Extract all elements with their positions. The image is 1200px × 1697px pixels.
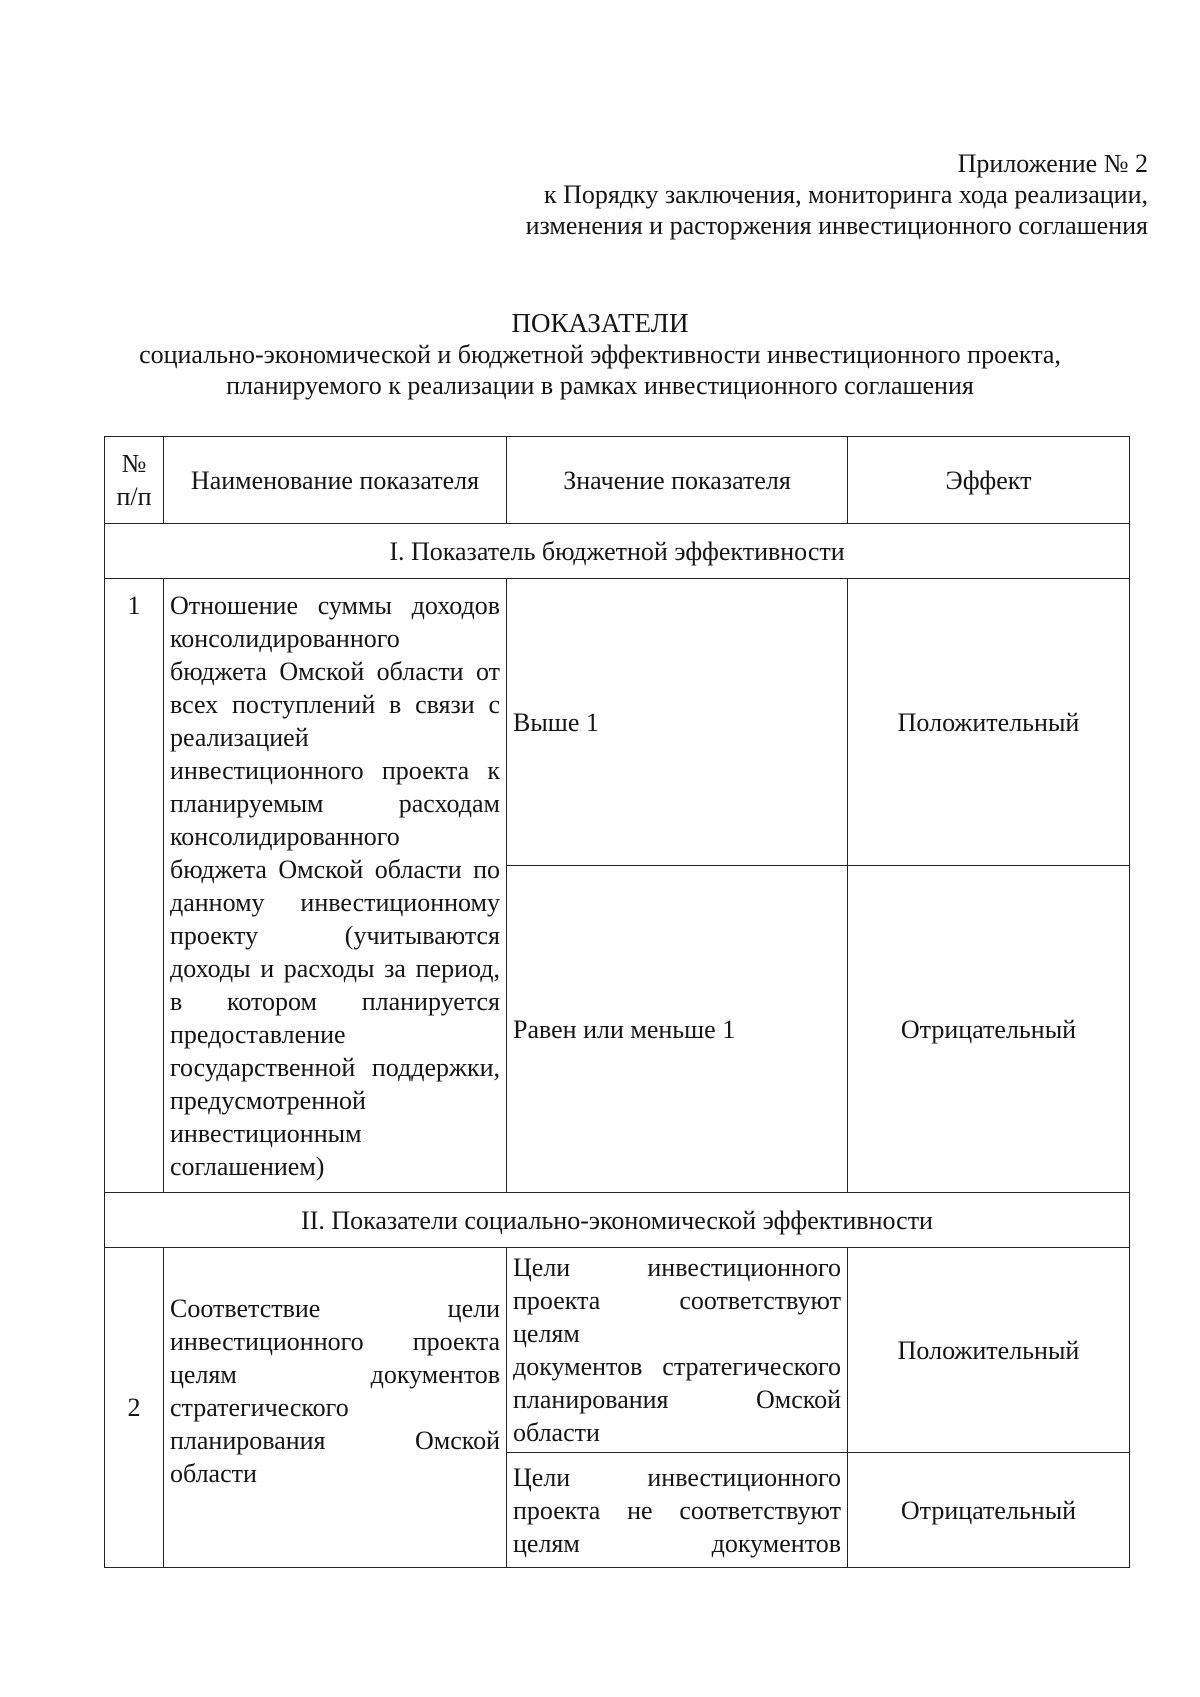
row-number: 2 [105, 1248, 164, 1568]
indicator-name-line: инвестиционным [170, 1119, 362, 1148]
indicator-name-line: государственной поддержки, [170, 1053, 500, 1082]
header-number [105, 437, 164, 524]
title-main: ПОКАЗАТЕЛИ [511, 308, 689, 338]
indicator-name-line: планируемым расходам [170, 789, 500, 818]
effect-positive: Положительный [848, 579, 1130, 866]
value-line: Цели инвестиционного [513, 1253, 841, 1282]
section-row-socioeconomic [105, 1193, 1130, 1248]
value-line: Цели инвестиционного [513, 1462, 841, 1492]
header-name: Наименование показателя [164, 437, 507, 524]
indicator-name-line: области [170, 1459, 257, 1488]
effect-negative: Отрицательный [848, 866, 1130, 1193]
appendix-reference-line-2: изменения и расторжения инвестиционного соглашения [525, 211, 1148, 240]
indicator-name-line: предоставление [170, 1020, 346, 1049]
indicator-value-above-one: Выше 1 [507, 579, 848, 866]
indicator-name-line: инвестиционного проекта к [170, 756, 500, 785]
row-number: 1 [105, 579, 164, 1193]
appendix-number: Приложение № 2 [957, 149, 1148, 178]
section-socioeconomic-title: II. Показатели социально-экономической эффективности [105, 1193, 1130, 1248]
indicator-name-line: стратегического [170, 1393, 349, 1422]
indicator-name-line: доходы и расходы за период, [170, 954, 500, 983]
header-value: Значение показателя [507, 437, 848, 524]
indicator-name-line: Соответствие цели [170, 1294, 500, 1323]
section-budget-title: I. Показатель бюджетной эффективности [105, 524, 1130, 579]
value-line: проекта соответствуют целям [513, 1286, 841, 1348]
value-line: документов стратегического [513, 1352, 841, 1381]
indicator-name-line: проекту (учитываются [170, 921, 500, 950]
effect-positive: Положительный [848, 1248, 1130, 1453]
appendix-reference-line-1: к Порядку заключения, мониторинга хода реализации, [543, 180, 1148, 209]
indicator-name-line: соглашением) [170, 1152, 325, 1181]
title-subline-1: социально-экономической и бюджетной эффективности инвестиционного проекта, [139, 340, 1061, 369]
blank-line [170, 1490, 500, 1523]
indicator-name-line: бюджета Омской области от [170, 657, 500, 686]
indicator-name-line: целям документов [170, 1360, 500, 1389]
header-number-abbr: п/п [116, 482, 152, 511]
appendix-header [526, 148, 1148, 241]
indicator-name-strategic [164, 1248, 507, 1568]
indicator-name-line: предусмотренной [170, 1086, 366, 1115]
indicator-name-line: данному инвестиционному [170, 888, 500, 917]
indicator-name-budget [164, 579, 507, 1193]
indicator-name-line: Отношение суммы доходов [170, 591, 500, 620]
document-title [0, 308, 1200, 401]
indicator-name-line: всех поступлений в связи с [170, 690, 500, 719]
indicator-name-line: планирования Омской [170, 1426, 500, 1455]
table-row [105, 579, 1130, 866]
header-effect: Эффект [848, 437, 1130, 524]
indicator-value-equal-or-less-one: Равен или меньше 1 [507, 866, 848, 1193]
value-line: целям документов [513, 1528, 841, 1558]
indicator-name-line: консолидированного [170, 624, 400, 653]
indicator-value-matches [507, 1248, 848, 1453]
table-row [105, 1248, 1130, 1453]
indicator-name-line: в котором планируется [170, 987, 500, 1016]
indicator-name-line: инвестиционного проекта [170, 1327, 500, 1356]
value-line: планирования Омской [513, 1385, 841, 1414]
indicator-value-not-matches [507, 1453, 848, 1568]
section-row-budget [105, 524, 1130, 579]
effect-negative: Отрицательный [848, 1453, 1130, 1568]
indicator-name-line: бюджета Омской области по [170, 855, 500, 884]
header-number-symbol: № [121, 449, 147, 478]
value-line: области [513, 1418, 600, 1447]
value-line: проекта не соответствуют [513, 1495, 841, 1525]
table-header-row [105, 437, 1130, 524]
title-subline-2: планируемого к реализации в рамках инвестиционного соглашения [226, 371, 974, 400]
indicator-name-line: реализацией [170, 723, 309, 752]
indicators-table [104, 436, 1130, 1568]
indicator-name-line: консолидированного [170, 822, 400, 851]
